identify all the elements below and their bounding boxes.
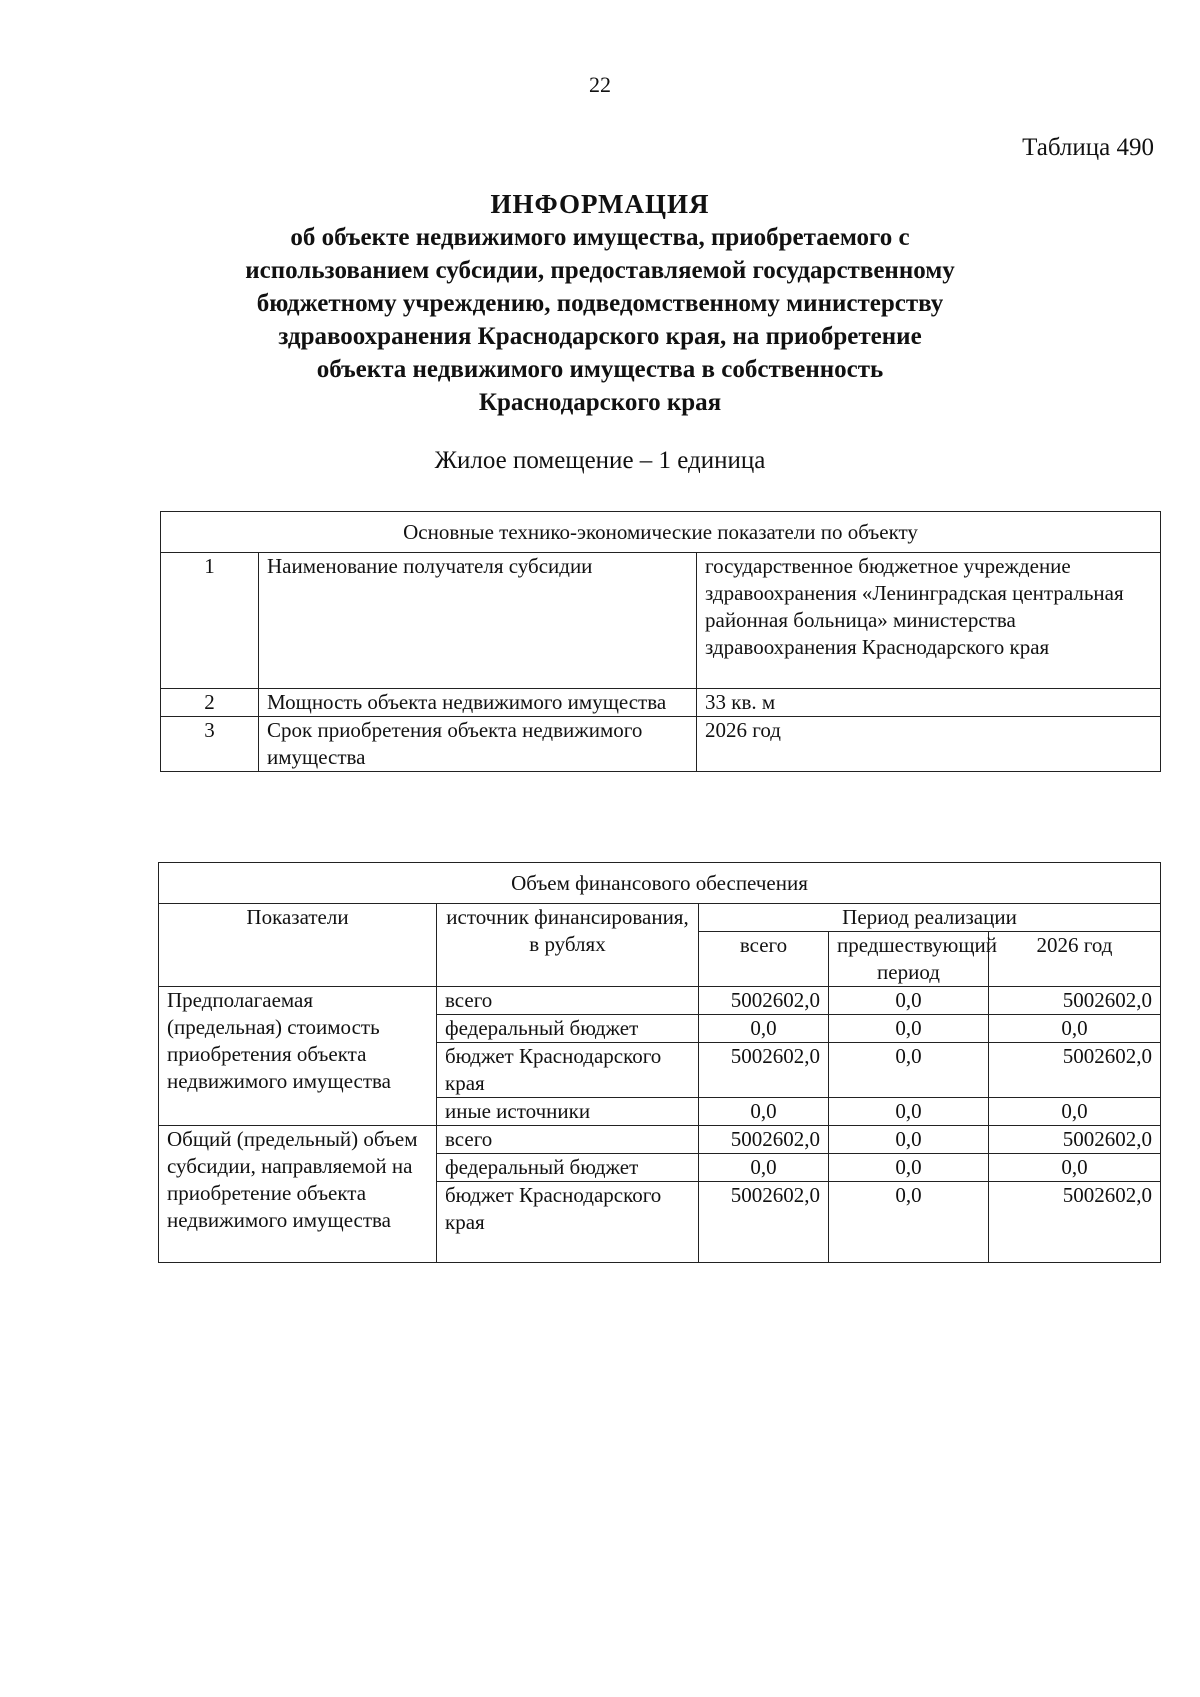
total-cell: 0,0 — [699, 1154, 829, 1182]
column-period: Период реализации — [699, 904, 1161, 932]
total-cell: 5002602,0 — [699, 1182, 829, 1263]
previous-cell: 0,0 — [829, 1182, 989, 1263]
total-cell: 0,0 — [699, 1098, 829, 1126]
total-cell: 5002602,0 — [699, 1043, 829, 1098]
total-cell: 5002602,0 — [699, 1126, 829, 1154]
subtitle-line: Краснодарского края — [478, 389, 722, 416]
object-description: Жилое помещение – 1 единица — [434, 447, 766, 474]
year-cell: 0,0 — [989, 1098, 1161, 1126]
source-cell: всего — [437, 987, 699, 1015]
source-cell: бюджет Краснодарского края — [437, 1182, 699, 1263]
previous-cell: 0,0 — [829, 1015, 989, 1043]
column-year: 2026 год — [989, 932, 1161, 987]
indicator-name: Срок приобретения объекта недвижимого имущества — [259, 717, 697, 772]
column-previous: предшествующий период — [829, 932, 989, 987]
row-number: 1 — [161, 553, 259, 689]
year-cell: 5002602,0 — [989, 987, 1161, 1015]
table-row — [161, 689, 1161, 717]
table-number: Таблица 490 — [1022, 134, 1154, 161]
column-indicators: Показатели — [159, 904, 437, 987]
source-cell: федеральный бюджет — [437, 1015, 699, 1043]
indicators-table — [160, 511, 1161, 772]
document-subtitle — [170, 221, 1030, 419]
subtitle-line: здравоохранения Краснодарского края, на приобретение — [278, 323, 922, 350]
finance-header: Объем финансового обеспечения — [159, 863, 1161, 904]
table-row — [159, 1126, 1161, 1154]
source-cell: федеральный бюджет — [437, 1154, 699, 1182]
subtitle-line: объекта недвижимого имущества в собственность — [316, 356, 884, 383]
year-cell: 5002602,0 — [989, 1126, 1161, 1154]
indicator-name: Наименование получателя субсидии — [259, 553, 697, 689]
group-label: Общий (предельный) объем субсидии, направляемой на приобретение объекта недвижимого имущества — [159, 1126, 437, 1263]
row-number: 3 — [161, 717, 259, 772]
subtitle-line: бюджетному учреждению, подведомственному министерству — [256, 290, 944, 317]
previous-cell: 0,0 — [829, 1126, 989, 1154]
total-cell: 0,0 — [699, 1015, 829, 1043]
table-row — [161, 553, 1161, 689]
source-cell: бюджет Краснодарского края — [437, 1043, 699, 1098]
subtitle-line: об объекте недвижимого имущества, приобретаемого с — [290, 224, 910, 251]
column-total: всего — [699, 932, 829, 987]
year-cell: 5002602,0 — [989, 1043, 1161, 1098]
source-cell: иные источники — [437, 1098, 699, 1126]
table-row — [159, 987, 1161, 1015]
page-number: 22 — [589, 72, 611, 97]
document-title: ИНФОРМАЦИЯ — [490, 189, 710, 219]
previous-cell: 0,0 — [829, 1098, 989, 1126]
subtitle-line: использованием субсидии, предоставляемой государственному — [245, 257, 955, 284]
previous-cell: 0,0 — [829, 987, 989, 1015]
total-cell: 5002602,0 — [699, 987, 829, 1015]
title-block — [0, 187, 1200, 419]
group-label: Предполагаемая (предельная) стоимость приобретения объекта недвижимого имущества — [159, 987, 437, 1126]
indicator-value: государственное бюджетное учреждение здравоохранения «Ленинградская центральная районная больница» министерства здравоохранения Краснодарского края — [697, 553, 1161, 689]
column-source: источник финансирования, в рублях — [437, 904, 699, 987]
year-cell: 0,0 — [989, 1154, 1161, 1182]
year-cell: 5002602,0 — [989, 1182, 1161, 1263]
row-number: 2 — [161, 689, 259, 717]
finance-table — [158, 862, 1161, 1263]
previous-cell: 0,0 — [829, 1154, 989, 1182]
indicator-name: Мощность объекта недвижимого имущества — [259, 689, 697, 717]
previous-cell: 0,0 — [829, 1043, 989, 1098]
year-cell: 0,0 — [989, 1015, 1161, 1043]
indicator-value: 2026 год — [697, 717, 1161, 772]
source-cell: всего — [437, 1126, 699, 1154]
indicators-header: Основные технико-экономические показатели по объекту — [161, 512, 1161, 553]
table-row — [161, 717, 1161, 772]
indicator-value: 33 кв. м — [697, 689, 1161, 717]
